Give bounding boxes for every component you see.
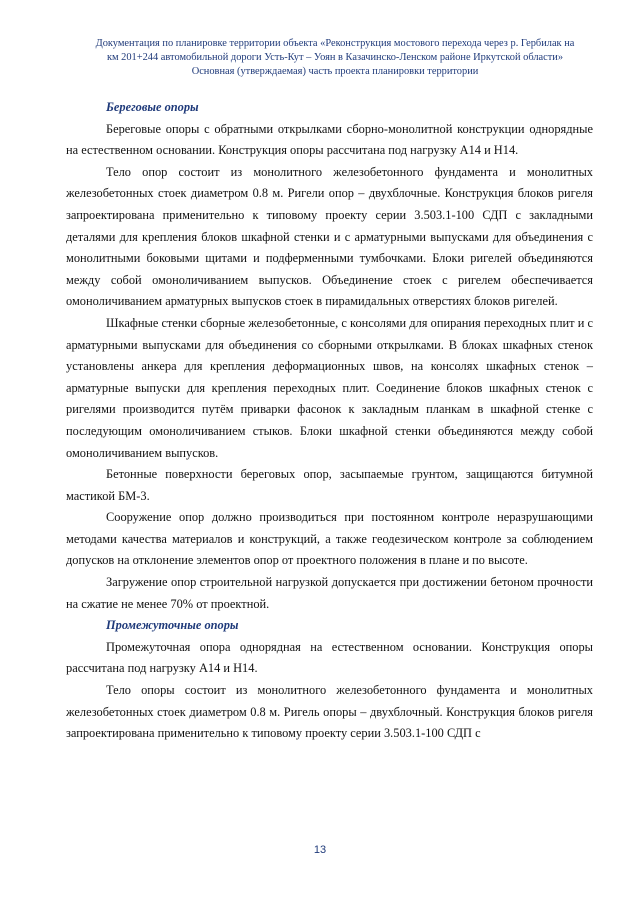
header-line-3: Основная (утверждаемая) часть проекта планировки территории [191,66,479,78]
paragraph: Береговые опоры с обратными открылками сборно-монолитной конструкции однорядные на естественном основании. Конструкция опоры рассчитана под нагрузку А14 и Н14. [66,121,593,158]
paragraph: Тело опоры состоит из монолитного железобетонного фундамента и монолитных железобетонных стоек диаметром 0.8 м. Ригель опоры – двухблочный. Конструкция блоков ригеля запроектирована применительно к типовому проекту серии 3.503.1-100 СДП с [66,683,593,741]
section-title-intermediate-supports: Промежуточные опоры [106,618,239,633]
header-line-2: км 201+244 автомобильной дороги Усть-Кут – Уоян в Казачинско-Ленском районе Иркутской области» [106,52,564,64]
paragraph: Сооружение опор должно производиться при постоянном контроле неразрушающими методами качества материалов и конструкций, а также геодезическом контроле за соблюдением допусков на отклонение элементов опор от проектного положения в плане и по высоте. [66,510,593,568]
paragraph: Шкафные стенки сборные железобетонные, с консолями для опирания переходных плит и с арматурными выпусками для объединения со сборными открылками. В блоках шкафных стенок установлены анкера для крепления деформационных швов, на консолях шкафных стенок – арматурные выпуски для крепления переходных плит. Соединение блоков шкафных стенок с ригелями производится путём приварки фасонок к закладным планкам в шкафной стенке с последующим омоноличиванием стыков. Блоки шкафной стенки объединяются между собой омоноличиванием выпусков. [66,315,593,460]
paragraph: Бетонные поверхности береговых опор, засыпаемые грунтом, защищаются битумной мастикой БМ-3. [66,467,593,503]
header-line-1: Документация по планировке территории объекта «Реконструкция мостового перехода через р. Гербилак на [95,38,575,49]
paragraph: Загружение опор строительной нагрузкой допускается при достижении бетоном прочности на сжатие не менее 70% от проектной. [66,575,593,611]
paragraph: Тело опор состоит из монолитного железобетонного фундамента и монолитных железобетонных стоек диаметром 0.8 м. Ригели опор – двухблочные. Конструкция блоков ригеля запроектирована применительно к типовому проекту серии 3.503.1-100 СДП с закладными деталями для крепления блоков шкафной стенки и с арматурными выпусками для объединения с монолитными боковыми щитами и подферменными тумбочками. Блоки ригелей объединяются между собой омоноличиванием выпусков. Объединение стоек с ригелем обеспечивается омоноличиванием арматурных выпусков стоек в пирамидальных отверстиях блоков ригелей. [66,164,593,309]
paragraph: Промежуточная опора однорядная на естественном основании. Конструкция опоры рассчитана под нагрузку А14 и Н14. [66,639,593,676]
section-title-shore-supports: Береговые опоры [106,100,199,114]
document-body [66,97,593,745]
page-number: 13 [313,844,327,856]
document-header [70,37,600,80]
